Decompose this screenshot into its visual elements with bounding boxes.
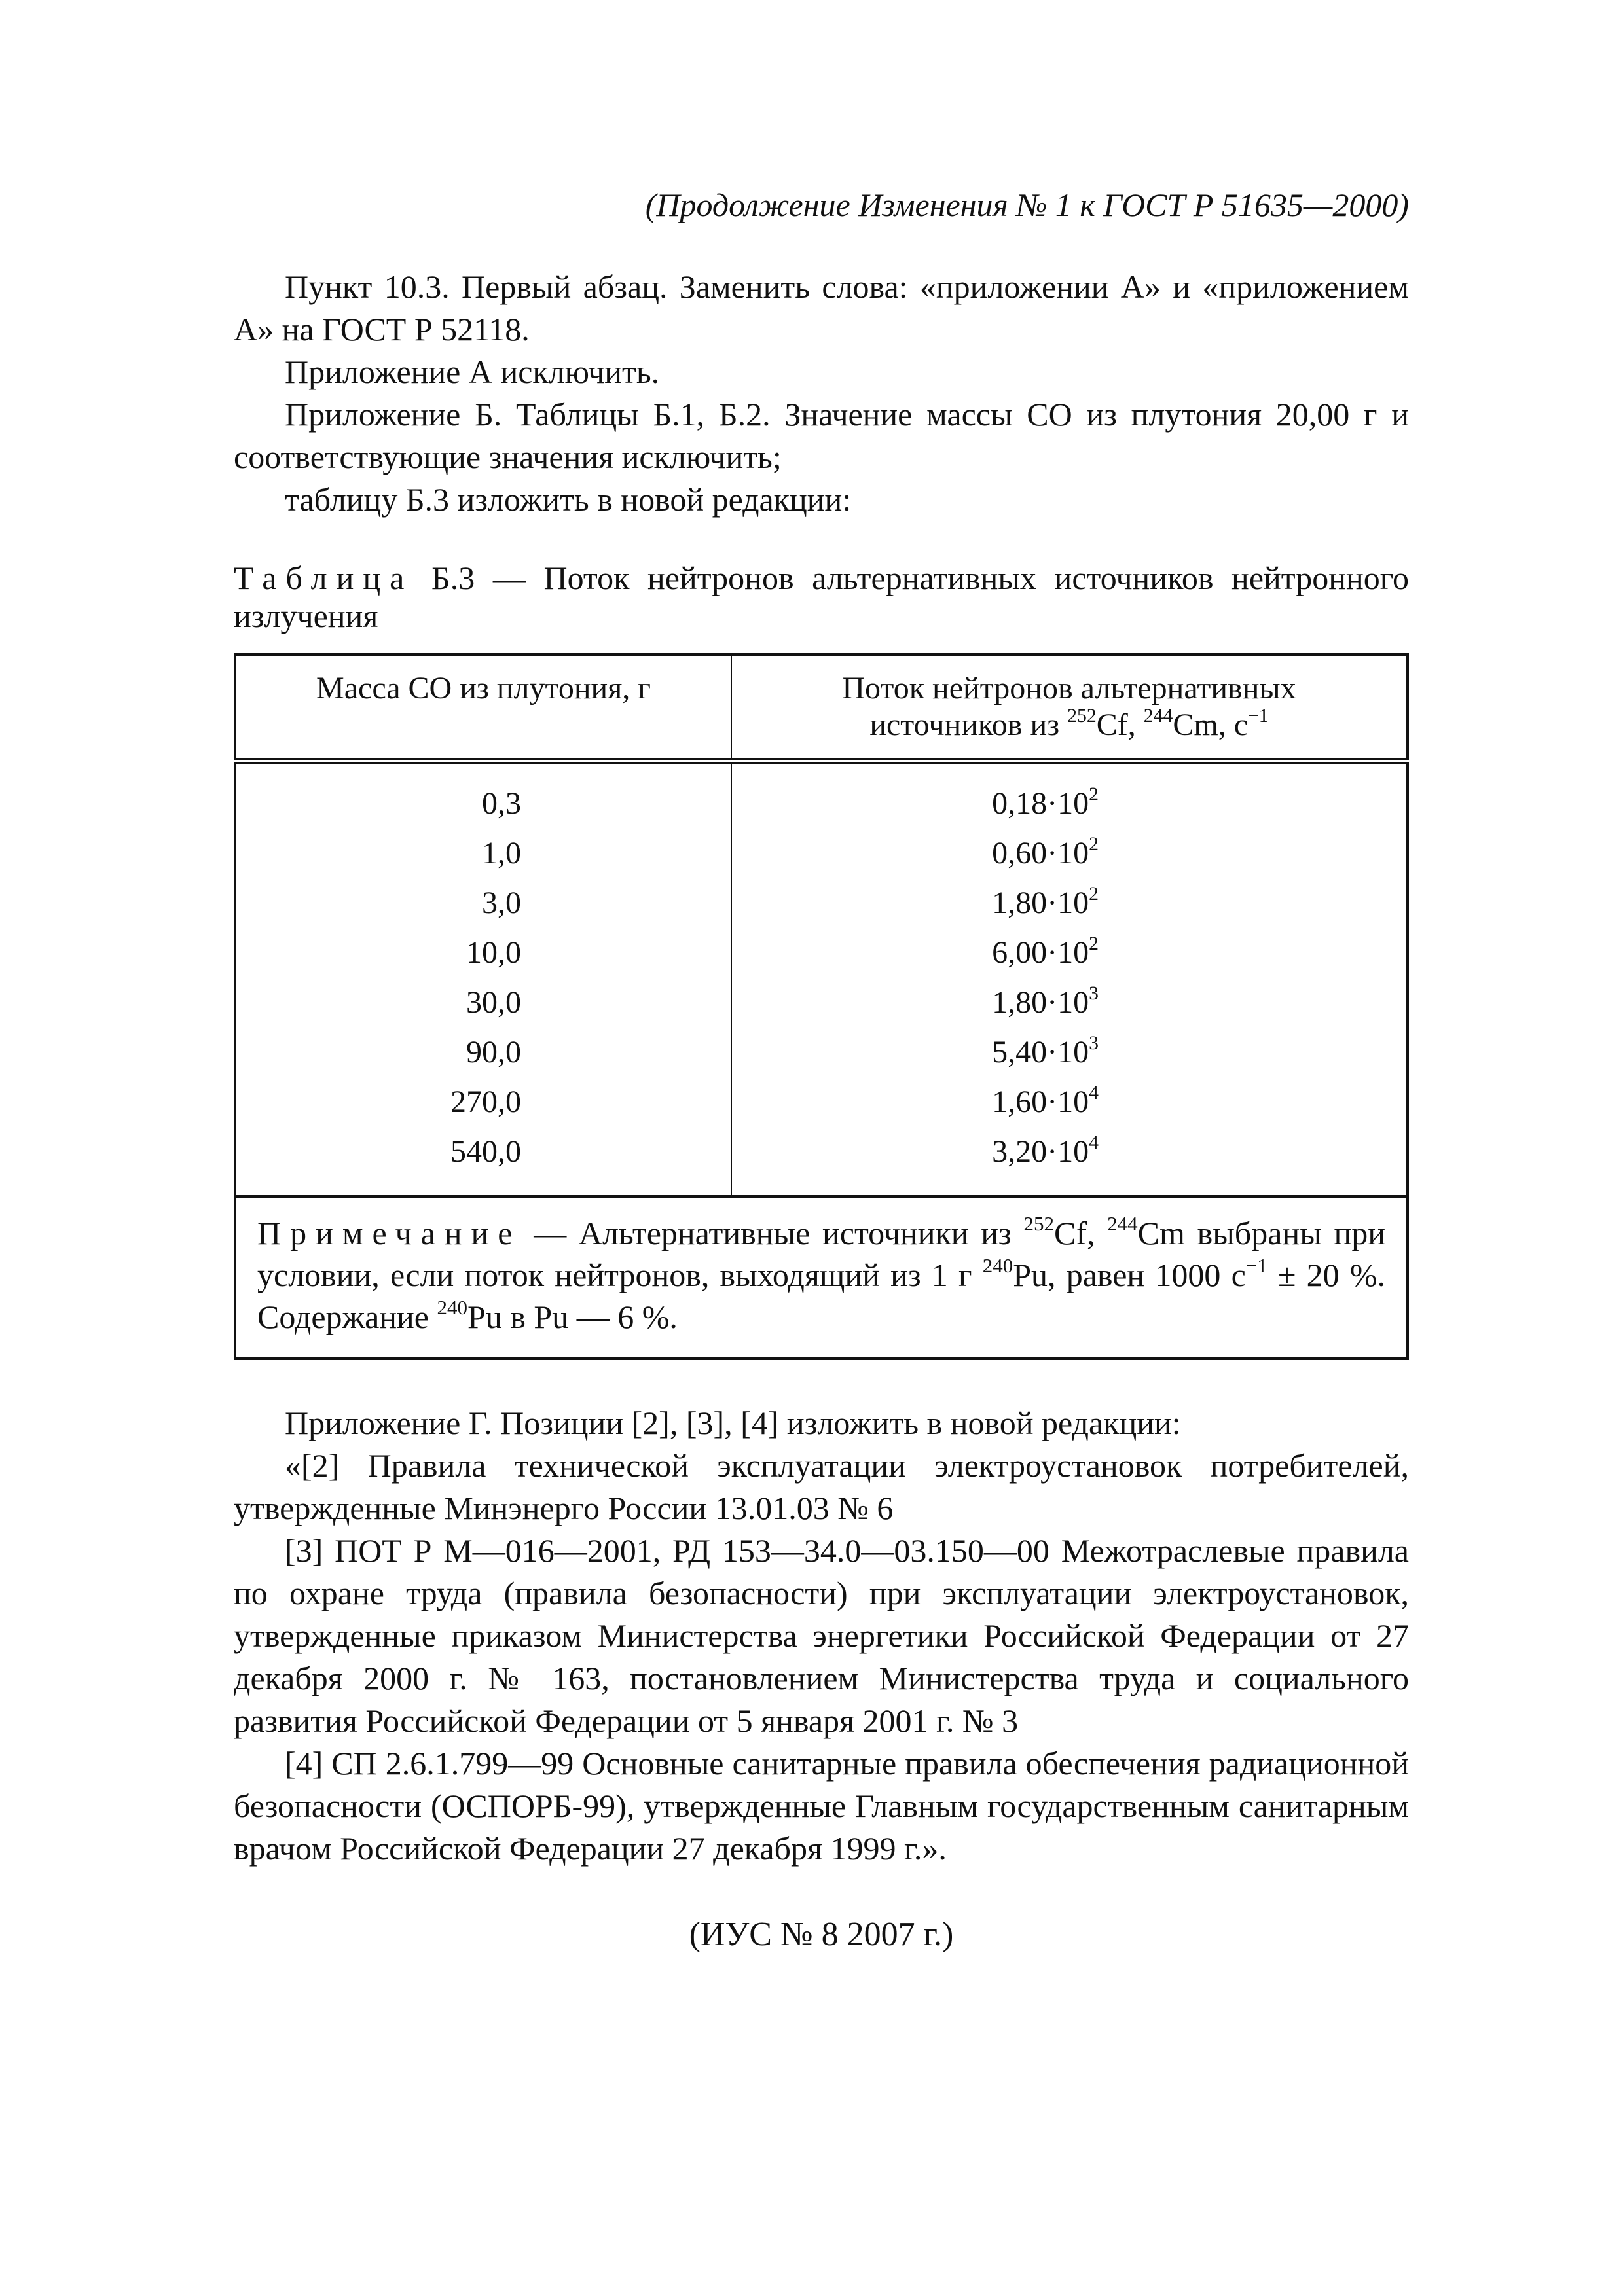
table-row <box>235 978 1408 1028</box>
cell-flux <box>731 1077 1408 1127</box>
flux-mantissa: 0,18·10 <box>992 786 1089 821</box>
flux-exponent: 2 <box>1089 882 1099 905</box>
isotope-symbol-cm-unit: Cm, с <box>1173 708 1249 742</box>
flux-exponent: 2 <box>1089 783 1099 805</box>
column-header-flux-prefix: источников из <box>869 708 1068 742</box>
table-note-row <box>235 1196 1408 1359</box>
table-row <box>235 829 1408 878</box>
cell-mass: 3,0 <box>235 878 731 928</box>
cell-mass: 540,0 <box>235 1127 731 1196</box>
flux-mantissa: 1,80·10 <box>992 886 1089 920</box>
note-superscript: 252 <box>1023 1211 1054 1235</box>
flux-exponent: 4 <box>1089 1131 1099 1153</box>
flux-exponent: 3 <box>1089 1031 1099 1054</box>
isotope-mass-cm: 244 <box>1143 704 1173 726</box>
spacer <box>234 1360 1409 1402</box>
cell-flux <box>731 978 1408 1028</box>
note-superscript: 240 <box>982 1253 1013 1277</box>
document-footer: (ИУС № 8 2007 г.) <box>689 1916 954 1953</box>
cell-mass: 0,3 <box>235 761 731 829</box>
reference-4: [4] СП 2.6.1.799—99 Основные санитарные правила обеспечения радиационной безопасности (ОСПОРБ-99), утвержденные Главным государственным санитарным врачом Российской Федерации 27 декабря 1999 г.». <box>234 1745 1409 1867</box>
isotope-mass-cf: 252 <box>1067 704 1097 726</box>
table-caption-text: Б.3 — Поток нейтронов альтернативных источников нейтронного излучения <box>234 560 1410 634</box>
paragraph-clause-10-3: Пункт 10.3. Первый абзац. Заменить слова: «приложении А» и «приложением А» на ГОСТ Р 52118. <box>234 268 1409 348</box>
cell-flux <box>731 878 1408 928</box>
flux-exponent: 2 <box>1089 932 1099 954</box>
flux-exponent: 3 <box>1089 982 1099 1004</box>
note-superscript: −1 <box>1245 1253 1267 1277</box>
cell-mass: 270,0 <box>235 1077 731 1127</box>
spacer <box>234 521 1409 559</box>
note-text: Pu, равен 1000 с <box>1013 1257 1246 1293</box>
cell-flux <box>731 829 1408 878</box>
table-caption <box>234 559 1409 635</box>
paragraph-annex-b: Приложение Б. Таблицы Б.1, Б.2. Значение массы СО из плутония 20,00 г и соответствующие значения исключить; <box>234 396 1409 475</box>
column-header-flux <box>731 655 1408 761</box>
flux-mantissa: 3,20·10 <box>992 1134 1089 1169</box>
reference-2: «[2] Правила технической эксплуатации электроустановок потребителей, утвержденные Минэнерго России 13.01.03 № 6 <box>234 1447 1409 1526</box>
document-header: (Продолжение Изменения № 1 к ГОСТ Р 51635—2000) <box>645 187 1409 223</box>
paragraph-annex-g: Приложение Г. Позиции [2], [3], [4] изложить в новой редакции: <box>285 1405 1181 1441</box>
note-text: — Альтернативные источники из <box>521 1215 1024 1251</box>
flux-mantissa: 0,60·10 <box>992 836 1089 870</box>
table-row <box>235 1127 1408 1196</box>
cell-mass: 30,0 <box>235 978 731 1028</box>
table-row <box>235 761 1408 829</box>
flux-mantissa: 6,00·10 <box>992 935 1089 970</box>
flux-table <box>234 653 1409 1360</box>
table-row <box>235 1077 1408 1127</box>
note-text: ± 20 %. Содержание <box>257 1257 1385 1335</box>
note-superscript: 240 <box>437 1295 467 1319</box>
note-text: Pu в Pu — 6 %. <box>467 1299 678 1335</box>
flux-exponent: 2 <box>1089 833 1099 855</box>
column-header-flux-line1: Поток нейтронов альтернативных <box>842 671 1296 706</box>
paragraph-annex-a: Приложение А исключить. <box>285 353 660 390</box>
cell-flux <box>731 761 1408 829</box>
flux-mantissa: 1,80·10 <box>992 985 1089 1020</box>
cell-flux <box>731 928 1408 978</box>
table-row <box>235 878 1408 928</box>
table-note <box>235 1196 1408 1359</box>
table-row <box>235 1028 1408 1077</box>
note-label: Примечание <box>257 1215 522 1251</box>
cell-mass: 90,0 <box>235 1028 731 1077</box>
unit-exponent: −1 <box>1248 704 1269 726</box>
paragraph-table-b3-intro: таблицу Б.3 изложить в новой редакции: <box>285 481 852 518</box>
column-header-mass: Масса СО из плутония, г <box>235 655 731 761</box>
note-text: Cf, <box>1053 1215 1108 1251</box>
table-caption-label: Таблица <box>234 560 414 596</box>
flux-mantissa: 1,60·10 <box>992 1085 1089 1119</box>
reference-3: [3] ПОТ Р М—016—2001, РД 153—34.0—03.150—00 Межотраслевые правила по охране труда (правила безопасности) при эксплуатации электроустановок, утвержденные приказом Министерства энергетики Российской Федерации от 27 декабря 2000 г. № 163, постановлением Министерства труда и социального развития Российской Федерации от 5 января 2001 г. № 3 <box>234 1532 1409 1739</box>
flux-mantissa: 5,40·10 <box>992 1035 1089 1069</box>
document-page <box>234 183 1409 1956</box>
table-row <box>235 928 1408 978</box>
cell-mass: 1,0 <box>235 829 731 878</box>
cell-mass: 10,0 <box>235 928 731 978</box>
cell-flux <box>731 1127 1408 1196</box>
cell-flux <box>731 1028 1408 1077</box>
note-superscript: 244 <box>1107 1211 1138 1235</box>
note-text: Cm выбраны при условии, если поток нейтронов, выходящий из 1 г <box>257 1215 1385 1293</box>
table-header-row <box>235 655 1408 761</box>
isotope-symbol-cf: Cf, <box>1096 708 1144 742</box>
flux-exponent: 4 <box>1089 1081 1099 1103</box>
